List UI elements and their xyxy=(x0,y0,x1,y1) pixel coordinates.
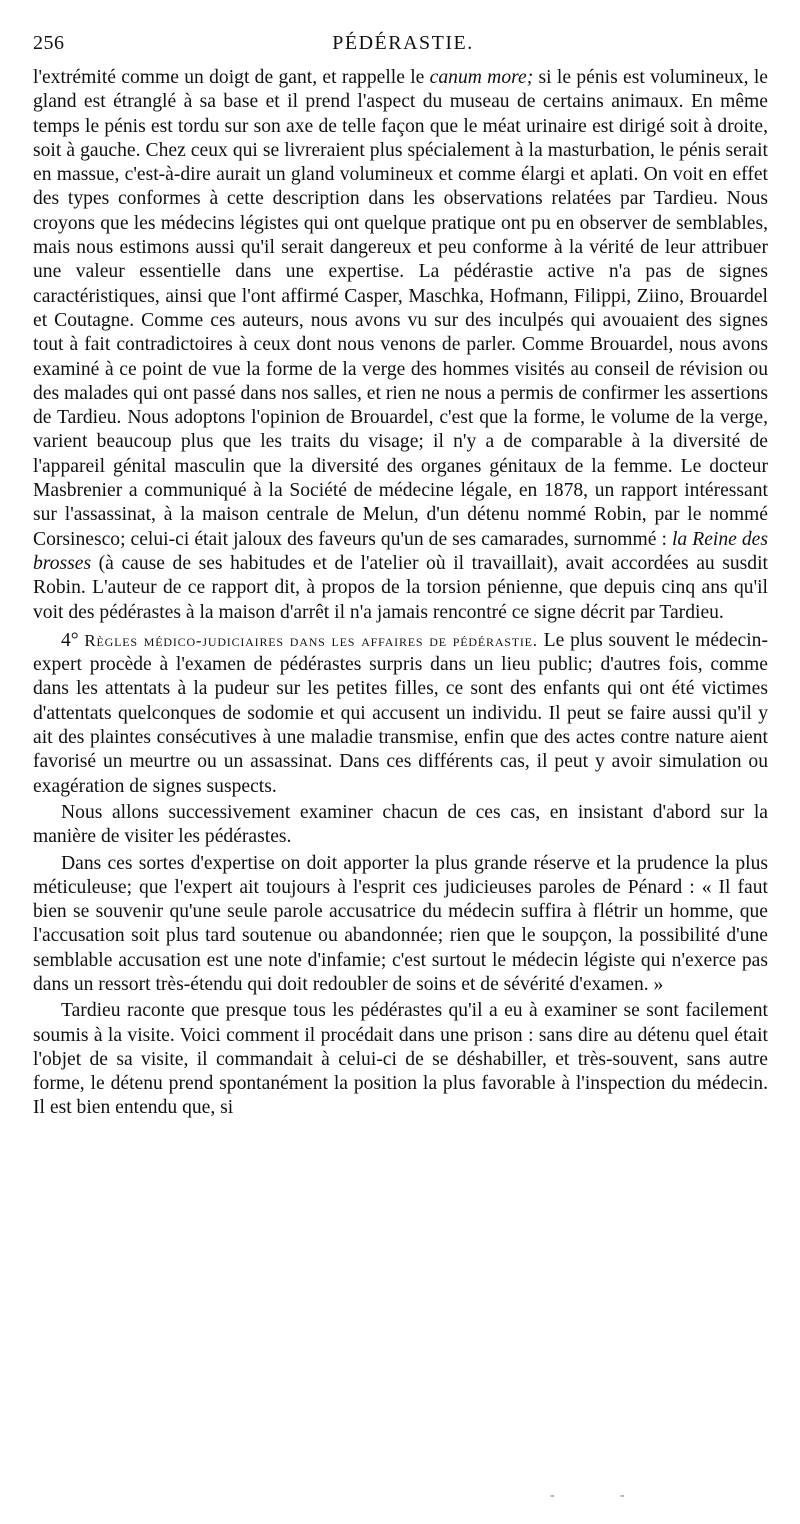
footer-mark: - xyxy=(620,1488,625,1503)
paragraph: Dans ces sortes d'expertise on doit apporter la plus grande réserve et la prudence la plus méticuleuse; que l'expert ait toujours à l'esprit ces judicieuses paroles de Pénard : « Il faut bien se souvenir qu'une seule parole accusatrice du médecin suffira à flétrir un homme, que l'accusation soit plus tard soutenue ou abandonnée; rien que le soupçon, la possibilité d'une semblable accusation est une note d'infamie; c'est surtout le médecin légiste qui n'exerce pas dans un ressort très-étendu qui doit redoubler de soins et de sévérité d'examen. » xyxy=(33,852,768,995)
italic-term: canum more; xyxy=(429,67,534,88)
text-run: si le pénis est volumineux, le gland est étranglé à sa base et il prend l'aspect du museau de certains animaux. En même temps le pénis est tordu sur son axe de telle façon que le méat urinaire est dirigé soit à droite, soit à gauche. Chez ceux qui se livreraient plus spécialement à la masturbation, le pénis serait en massue, c'est-à-dire aurait un gland volumineux et comme élargi et aplati. On voit en effet des types conformes à cette description dans les observations relatées par Tardieu. Nous croyons que les médecins légistes qui ont quelque pratique ont pu en observer de semblables, mais nous estimons aussi qu'il serait dangereux et peu conforme à la vérité de leur attribuer une valeur essentielle dans une expertise. La pédérastie active n'a pas de signes caractéristiques, ainsi que l'ont affirmé Casper, Maschka, Hofmann, Filippi, Ziino, Brouardel et Coutagne. Comme ces auteurs, nous avons vu sur des inculpés qui avouaient des signes tout à fait contradictoires à ceux dont nous venons de parler. Comme Brouardel, nous avons examiné à ce point de vue la forme de la verge des hommes visités au conseil de révision ou des malades qui ont passé dans nos salles, et rien ne nous a permis de confirmer les assertions de Tardieu. Nous adoptons l'opinion de Brouardel, c'est que la forme, le volume de la verge, varient beaucoup plus que les traits du visage; il n'y a de comparable à la diversité de l'appareil génital masculin que la diversité des organes génitaux de la femme. Le docteur Masbrenier a communiqué à la Société de médecine légale, en 1878, un rapport intéressant sur l'assassinat, à la maison centrale de Melun, d'un détenu nommé Robin, par le nommé Corsinesco; celui-ci était jaloux des faveurs qu'un de ses camarades, surnommé : xyxy=(33,67,769,550)
paragraph-continuation xyxy=(33,66,768,625)
footer-mark: - xyxy=(550,1488,555,1503)
footer-marks xyxy=(540,1488,660,1508)
paragraph: Nous allons successivement examiner chacun de ces cas, en insistant d'abord sur la manière de visiter les pédérastes. xyxy=(33,801,768,848)
paragraph: Tardieu raconte que presque tous les pédérastes qu'il a eu à examiner se sont facilement soumis à la visite. Voici comment il procédait dans une prison : sans dire au détenu quel était l'objet de sa visite, il commandait à celui-ci de se déshabiller, et très-souvent, sans autre forme, le détenu prend spontanément la position la plus favorable à l'inspection du médecin. Il est bien entendu que, si xyxy=(33,1000,768,1119)
text-run: Le plus souvent le médecin-expert procède à l'examen de pédérastes surpris dans un lieu public; d'autres fois, comme dans les attentats à la pudeur sur les petites filles, ce sont des enfants qui ont été victimes d'attentats quelconques de sodomie et qui accusent un individu. Il peut se faire aussi qu'il y ait des plaintes consécutives à une maladie transmise, enfin que des actes contre nature aient favorisé un meurtre ou un assassinat. Dans ces différents cas, il peut y avoir simulation ou exagération de signes suspects. xyxy=(33,629,768,797)
text-run: (à cause de ses habitudes et de l'atelier où il travaillait), avait accordées au susdit Robin. L'auteur de ce rapport dit, à propos de la torsion pénienne, que depuis cinq ans qu'il voit des pédérastes à la maison d'arrêt il n'a jamais rencontré ce signe décrit par Tardieu. xyxy=(33,552,768,623)
text-run: l'extrémité comme un doigt de gant, et rappelle le xyxy=(33,67,430,88)
running-title: PÉDÉRASTIE. xyxy=(332,32,474,54)
section-paragraph xyxy=(33,629,768,799)
italic-nickname: la Reine des brosses xyxy=(33,528,768,574)
section-heading: Règles médico-judiciaires dans les affaires de pédérastie. xyxy=(84,630,538,650)
page-header xyxy=(33,32,773,62)
page-number: 256 xyxy=(33,32,65,54)
body-text xyxy=(33,66,768,1121)
section-number: 4° xyxy=(61,629,79,651)
